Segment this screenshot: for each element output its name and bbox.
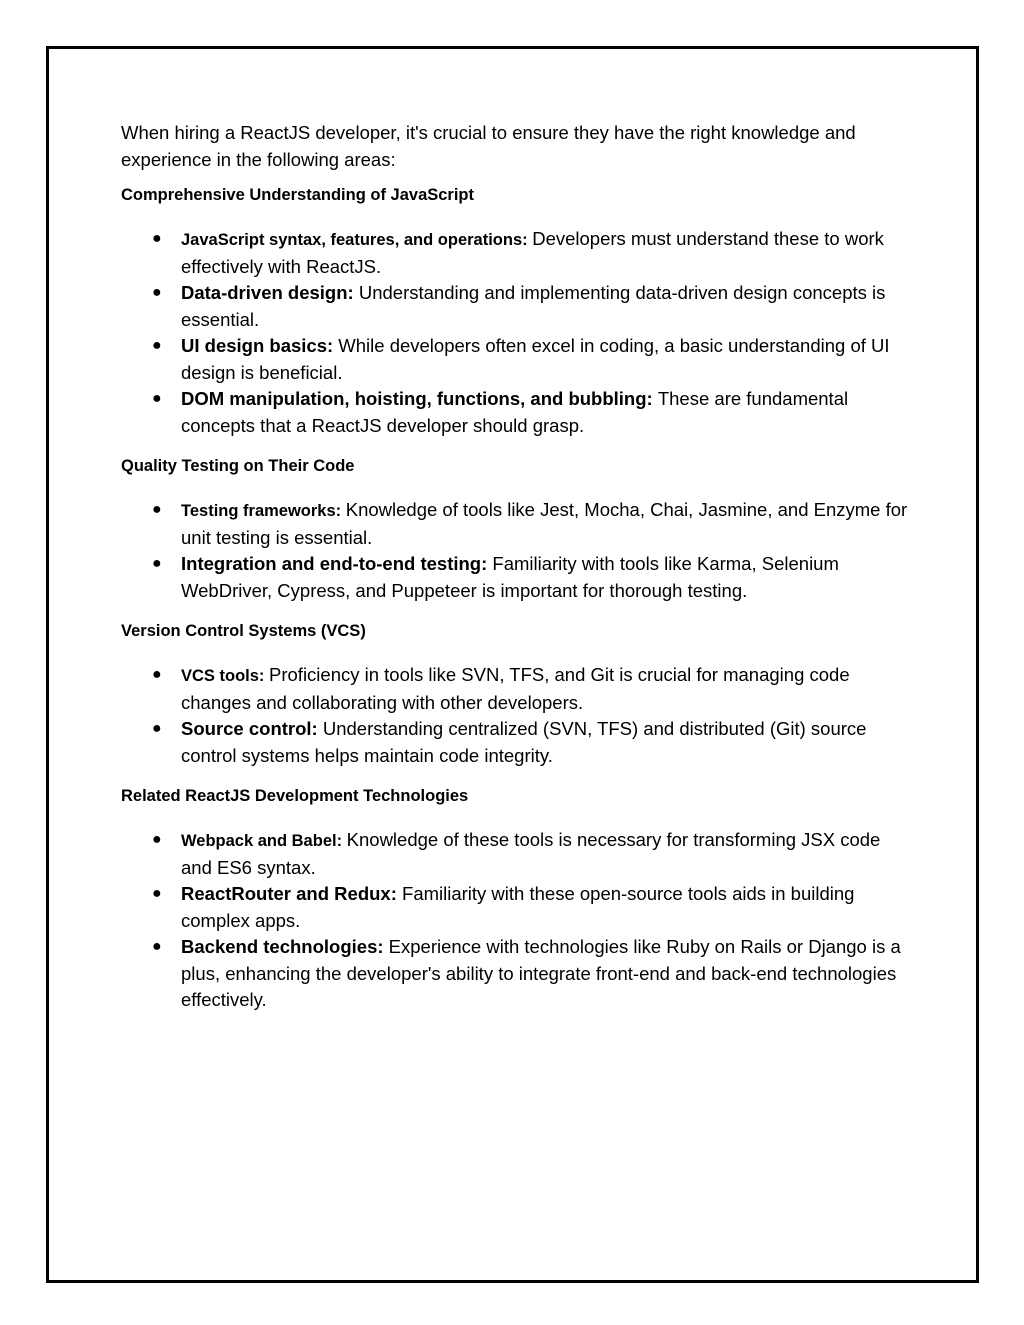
document-body: [121, 119, 911, 1014]
bullet-icon: ●: [152, 230, 162, 247]
item-text: Understanding centralized (SVN, TFS) and distributed (Git) source control systems helps maintain code integrity.: [181, 718, 867, 766]
item-term: Webpack and Babel:: [181, 832, 347, 850]
list-item: [121, 497, 911, 551]
bullet-list: [121, 226, 911, 439]
list-item: [121, 827, 911, 881]
list-item: [121, 716, 911, 769]
item-term: Integration and end-to-end testing:: [181, 553, 493, 574]
item-term: UI design basics:: [181, 335, 339, 356]
item-text: Experience with technologies like Ruby on Rails or Django is a plus, enhancing the developer's ability to integrate front-end and back-end technologies effectively.: [181, 936, 901, 1010]
item-text: Knowledge of tools like Jest, Mocha, Chai, Jasmine, and Enzyme for unit testing is essential.: [181, 499, 908, 548]
list-item: [121, 226, 911, 280]
list-item: [121, 881, 911, 934]
bullet-icon: ●: [152, 720, 162, 737]
bullet-icon: ●: [152, 938, 162, 955]
item-text: While developers often excel in coding, a basic understanding of UI design is beneficial.: [181, 335, 890, 383]
list-item: [121, 280, 911, 333]
item-text: Proficiency in tools like SVN, TFS, and Git is crucial for managing code changes and collaborating with other developers.: [181, 664, 850, 713]
list-item: [121, 333, 911, 386]
item-text: Familiarity with these open-source tools aids in building complex apps.: [181, 883, 855, 931]
item-text: Familiarity with tools like Karma, Selenium WebDriver, Cypress, and Puppeteer is important for thorough testing.: [181, 553, 839, 601]
section-related-technologies: [121, 785, 911, 1014]
item-term: DOM manipulation, hoisting, functions, and bubbling:: [181, 388, 658, 409]
bullet-icon: ●: [152, 390, 162, 407]
item-text: Developers must understand these to work effectively with ReactJS.: [181, 228, 884, 277]
bullet-icon: ●: [152, 555, 162, 572]
bullet-icon: ●: [152, 885, 162, 902]
section-version-control: [121, 620, 911, 769]
item-text: Understanding and implementing data-driven design concepts is essential.: [181, 282, 886, 330]
list-item: [121, 551, 911, 604]
intro-paragraph: When hiring a ReactJS developer, it's crucial to ensure they have the right knowledge and experience in the following areas:: [121, 122, 856, 170]
list-item: [121, 934, 911, 1014]
bullet-list: [121, 662, 911, 769]
bullet-list: [121, 827, 911, 1014]
section-javascript: [121, 184, 911, 439]
item-term: Source control:: [181, 718, 323, 739]
item-term: Data-driven design:: [181, 282, 359, 303]
bullet-icon: ●: [152, 337, 162, 354]
item-term: Testing frameworks:: [181, 502, 346, 520]
bullet-icon: ●: [152, 284, 162, 301]
item-text: These are fundamental concepts that a ReactJS developer should grasp.: [181, 388, 849, 436]
item-term: VCS tools:: [181, 667, 270, 685]
bullet-icon: ●: [152, 666, 162, 683]
section-quality-testing: [121, 455, 911, 604]
item-term: Backend technologies:: [181, 936, 389, 957]
list-item: [121, 662, 911, 716]
bullet-icon: ●: [152, 831, 162, 848]
item-text: Knowledge of these tools is necessary for transforming JSX code and ES6 syntax.: [181, 829, 881, 878]
list-item: [121, 386, 911, 439]
section-heading: Quality Testing on Their Code: [121, 457, 355, 475]
section-heading: Related ReactJS Development Technologies: [121, 787, 469, 805]
section-heading: Comprehensive Understanding of JavaScript: [121, 186, 475, 204]
item-term: JavaScript syntax, features, and operations:: [181, 231, 533, 249]
bullet-list: [121, 497, 911, 604]
item-term: ReactRouter and Redux:: [181, 883, 403, 904]
section-heading: Version Control Systems (VCS): [121, 622, 366, 640]
bullet-icon: ●: [152, 501, 162, 518]
